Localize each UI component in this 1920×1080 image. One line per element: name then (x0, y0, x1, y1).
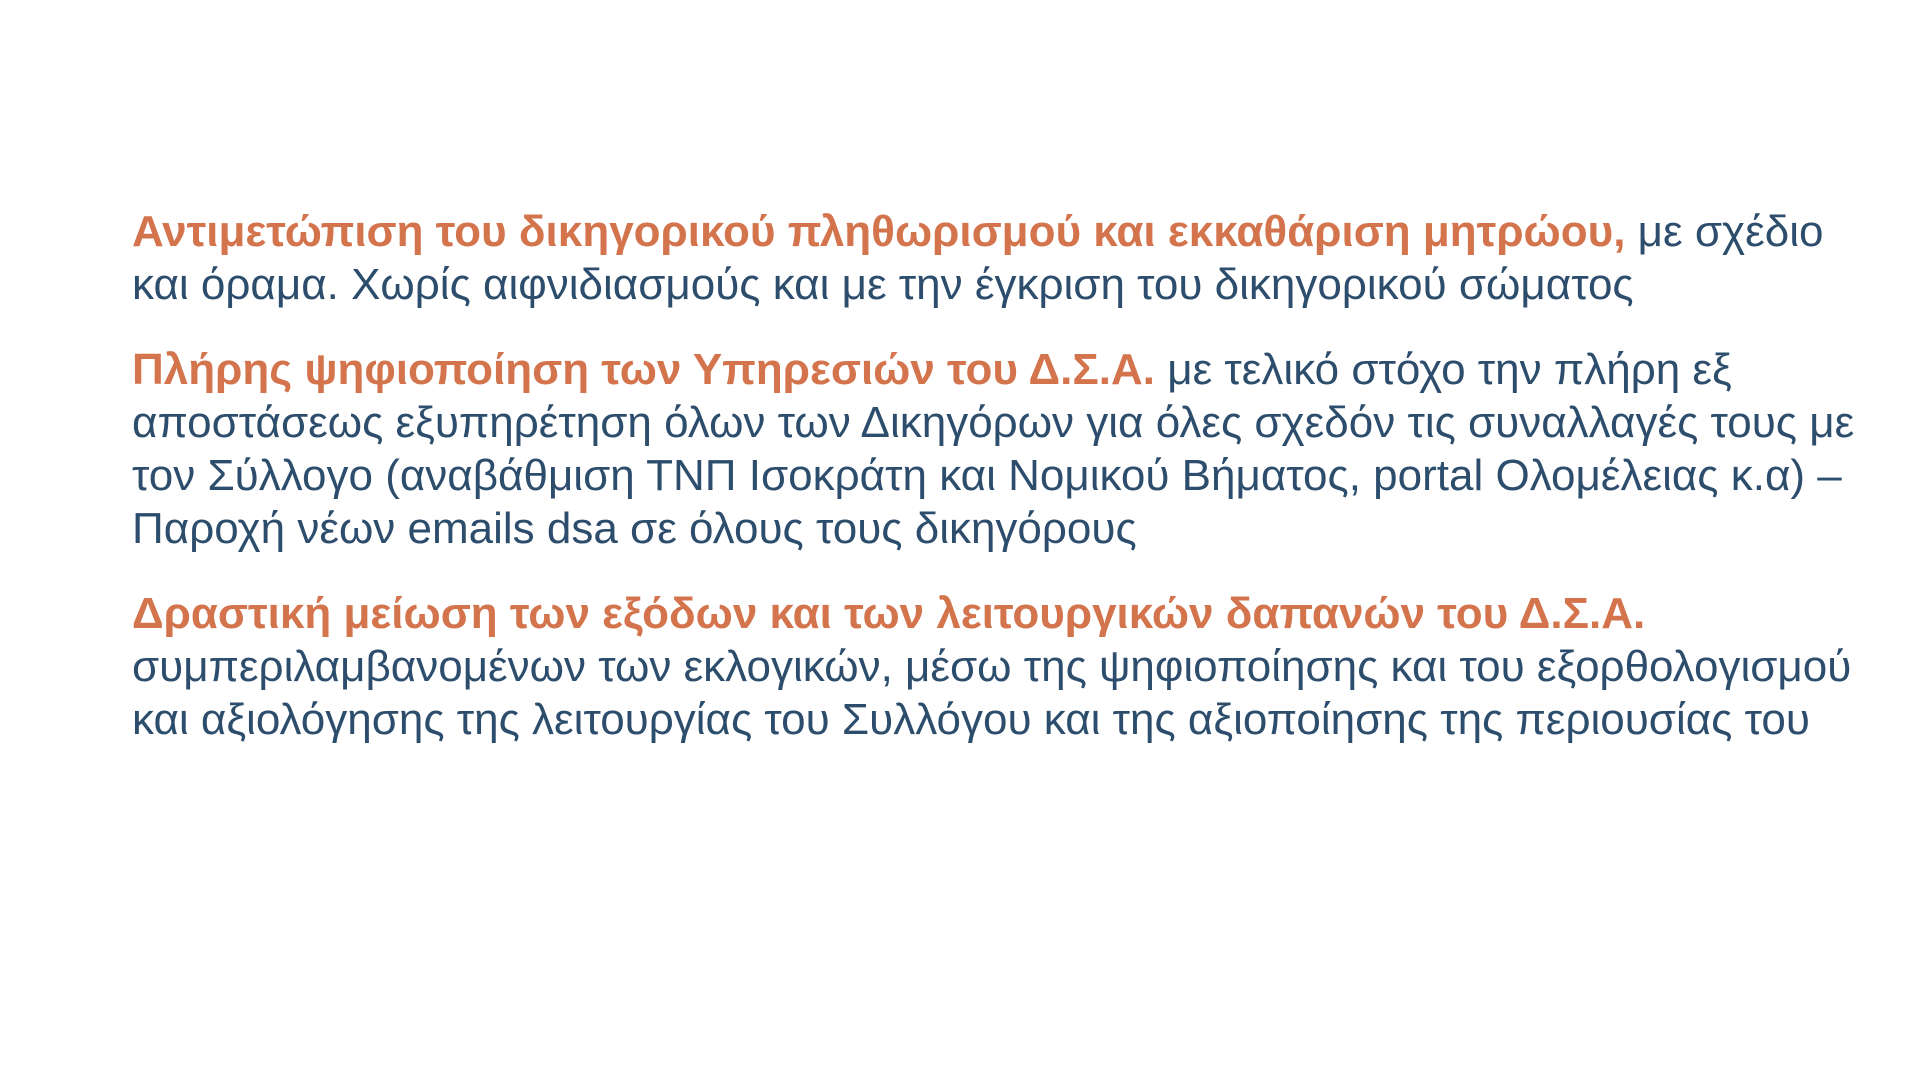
paragraph-digitization (132, 343, 1862, 555)
paragraph-digitization-lead: Πλήρης ψηφιοποίηση των Υπηρεσιών του Δ.Σ.Α. (132, 345, 1155, 394)
paragraph-registry-cleanup-body: με σχέδιο και όραμα. Χωρίς αιφνιδιασμούς και με την έγκριση του δικηγορικού σώματος (132, 207, 1824, 309)
paragraph-digitization-body: με τελικό στόχο την πλήρη εξ αποστάσεως εξυπηρέτηση όλων των Δικηγόρων για όλες σχεδόν τις συναλλαγές τους με τον Σύλλογο (αναβάθμιση ΤΝΠ Ισοκράτη και Νομικού Βήματος, portal Ολομέλειας κ.α) – Παροχή νέων emails dsa σε όλους τους δικηγόρους (132, 345, 1855, 553)
paragraph-cost-reduction (132, 587, 1862, 746)
paragraph-cost-reduction-lead: Δραστική μείωση των εξόδων και των λειτουργικών δαπανών του Δ.Σ.Α. (132, 589, 1646, 638)
paragraph-cost-reduction-body: συμπεριλαμβανομένων των εκλογικών, μέσω της ψηφιοποίησης και του εξορθολογισμού και αξιολόγησης της λειτουργίας του Συλλόγου και της αξιοποίησης της περιουσίας του (132, 642, 1852, 744)
paragraph-registry-cleanup-lead: Αντιμετώπιση του δικηγορικού πληθωρισμού και εκκαθάριση μητρώου, (132, 207, 1626, 256)
paragraph-registry-cleanup (132, 205, 1862, 311)
slide-content (132, 205, 1862, 746)
